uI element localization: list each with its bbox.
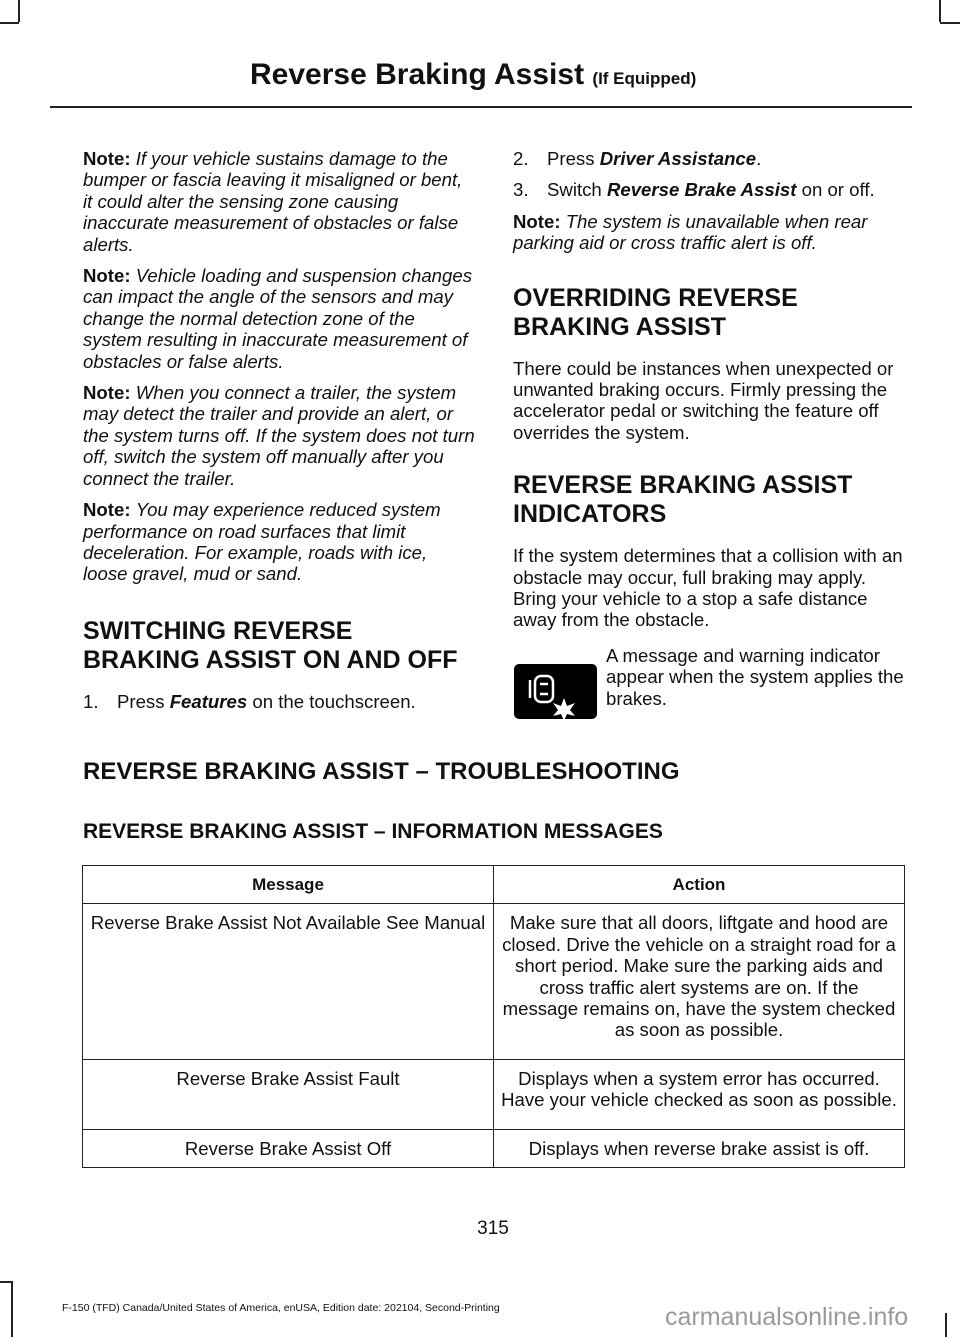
step-3: 3. Switch Reverse Brake Assist on or off.: [513, 179, 875, 201]
section-heading: OVERRIDING REVERSE BRAKING ASSIST: [513, 283, 798, 341]
crop-mark: [939, 0, 941, 22]
table-row: Reverse Brake Assist Not Available See Manual Make sure that all doors, liftgate and hood are closed. Drive the vehicle on a straight road for a short period. Make sure the parking aids and cross traffic alert systems are on. If the message remains on, have the system checked as soon as possible.: [83, 904, 905, 1059]
paragraph: There could be instances when unexpected or unwanted braking occurs. Firmly pressing the accelerator pedal or switching the feature off overrides the system.: [513, 357, 894, 443]
note: Note: You may experience reduced system performance on road surfaces that limit deceleration. For example, roads with ice, loose gravel, mud or sand.: [83, 499, 441, 585]
troubleshooting-section: [83, 758, 680, 786]
note: Note: If your vehicle sustains damage to the bumper or fascia leaving it misaligned or bent, it could alter the sensing zone causing inaccurate measurement of obstacles or false alerts.: [83, 148, 463, 255]
section-heading: REVERSE BRAKING ASSIST INDICATORS: [513, 471, 853, 529]
crop-mark: [0, 1281, 11, 1283]
header-suffix: (If Equipped): [592, 69, 697, 88]
page-header: [250, 58, 696, 92]
note: Note: The system is unavailable when rear parking aid or cross traffic alert is off.: [513, 210, 868, 254]
edition-footer: F-150 (TFD) Canada/United States of America, enUSA, Edition date: 202104, Second-Printing: [62, 1302, 500, 1314]
paragraph: If the system determines that a collision with an obstacle may occur, full braking may apply. Bring your vehicle to a stop a safe distance away from the obstacle.: [513, 545, 903, 631]
section-heading: SWITCHING REVERSE BRAKING ASSIST ON AND OFF: [83, 616, 458, 674]
table-header-row: Message Action: [83, 866, 905, 904]
step-2: 2. Press Driver Assistance.: [513, 148, 762, 169]
header-title: Reverse Braking Assist: [250, 58, 585, 91]
crop-mark: [945, 1313, 947, 1337]
left-column: [83, 148, 475, 722]
messages-table-wrap: [82, 865, 905, 1168]
icon-caption: A message and warning indicator appear when the system applies the brakes.: [606, 644, 904, 709]
crop-mark: [0, 22, 19, 24]
reverse-brake-assist-warning-icon: [514, 664, 597, 719]
note: Note: Vehicle loading and suspension changes can impact the angle of the sensors and may change the normal detection zone of the system resulting in inaccurate measurement of obstacles or false alerts.: [83, 265, 472, 372]
watermark: carmanualsonline.info: [665, 1303, 909, 1331]
section-heading: REVERSE BRAKING ASSIST – TROUBLESHOOTING: [83, 758, 680, 785]
step-1: 1. Press Features on the touchscreen.: [83, 690, 416, 712]
messages-table: [82, 865, 905, 1168]
messages-section: [83, 820, 663, 844]
right-column: [513, 148, 908, 719]
note: Note: When you connect a trailer, the system may detect the trailer and provide an alert, or the system turns off. If the system does not turn off, switch the system off manually after you connect the trailer.: [83, 382, 475, 489]
crop-mark: [18, 0, 20, 22]
table-row: Reverse Brake Assist Off Displays when reverse brake assist is off.: [83, 1129, 905, 1167]
crop-mark: [11, 1281, 13, 1337]
header-divider: [50, 106, 912, 108]
table-row: Reverse Brake Assist Fault Displays when a system error has occurred. Have your vehicle checked as soon as possible.: [83, 1059, 905, 1129]
section-subheading: REVERSE BRAKING ASSIST – INFORMATION MESSAGES: [83, 820, 663, 843]
page-number: 315: [477, 1218, 509, 1239]
crop-mark: [940, 22, 960, 24]
